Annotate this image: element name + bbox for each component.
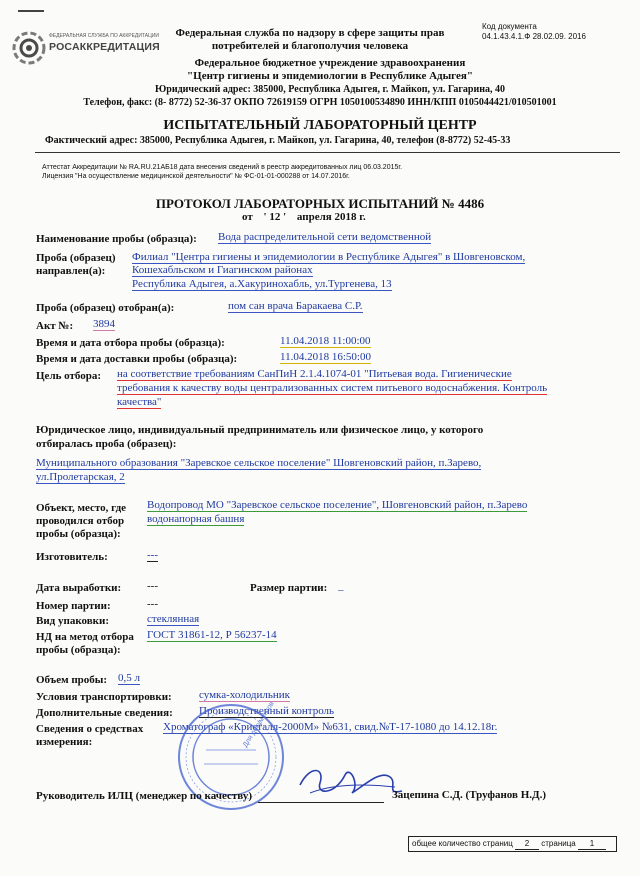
doc-code-label: Код документа <box>482 22 537 31</box>
production-date-label: Дата выработки: <box>36 582 122 594</box>
manufacturer-value: --- <box>147 549 158 561</box>
sampling-time-label: Время и дата отбора пробы (образца): <box>36 337 225 349</box>
batch-no-label: Номер партии: <box>36 600 111 612</box>
purpose-label: Цель отбора: <box>36 370 102 382</box>
purpose-value-3: качества" <box>117 396 162 408</box>
sent-value-3: Республика Адыгея, а.Хакуринохабль, ул.Тургенева, 13 <box>132 278 392 290</box>
sent-label-1: Проба (образец) <box>36 252 116 264</box>
nd-value: ГОСТ 31861-12, Р 56237-14 <box>147 629 277 641</box>
act-label: Акт №: <box>36 320 74 332</box>
page-label: страница <box>541 839 576 848</box>
batch-size-label: Размер партии: <box>250 582 328 594</box>
sample-name-label: Наименование пробы (образца): <box>36 233 197 245</box>
transport-value: сумка-холодильник <box>199 689 290 701</box>
sample-name-value: Вода распределительной сети ведомственной <box>218 231 432 243</box>
sampling-time-value: 11.04.2018 11:00:00 <box>280 335 371 347</box>
protocol-month-year: апреля 2018 г. <box>296 211 366 223</box>
instruments-label-1: Сведения о средствах <box>36 723 144 735</box>
logo-small-text: ФЕДЕРАЛЬНАЯ СЛУЖБА ПО АККРЕДИТАЦИИ <box>49 33 160 39</box>
footer-page-box <box>408 836 617 852</box>
legal-entity-label-2: отбиралась проба (образец): <box>36 438 177 450</box>
packaging-label: Вид упаковки: <box>36 615 110 627</box>
object-value-2: водонапорная башня <box>147 513 245 525</box>
purpose-value-1: на соответствие требованиям СанПиН 2.1.4.1074-01 "Питьевая вода. Гигиенические <box>117 368 512 380</box>
protocol-date-prefix: от <box>242 211 253 223</box>
page-value: 1 <box>578 839 606 850</box>
agency-line-2: потребителей и благополучия человека <box>211 40 409 52</box>
batch-size-value: _ <box>338 580 344 592</box>
sent-value-1: Филиал "Центра гигиены и эпидемиологии в Республике Адыгея" в Шовгеновском, <box>132 251 526 263</box>
object-label-2: проводился отбор <box>36 515 125 527</box>
protocol-date <box>242 211 366 223</box>
stamp-text: Для документов <box>242 700 276 749</box>
sent-label-2: направлен(а): <box>36 265 106 277</box>
object-label-3: пробы (образца): <box>36 528 121 540</box>
actual-address: Фактический адрес: 385000, Республика Адыгея, г. Майкоп, ул. Гагарина, 40, телефон (8-8772) 52-45-33 <box>45 135 511 146</box>
production-date-value: --- <box>147 580 158 592</box>
object-label-1: Объект, место, где <box>36 502 127 514</box>
extra-value: Производственный контроль <box>199 705 335 717</box>
sent-value-2: Кошехабльском и Гиагинском районах <box>132 264 313 276</box>
signatory-name: Зацепина С.Д. (Труфанов Н.Д.) <box>392 789 546 801</box>
taken-label: Проба (образец) отобран(а): <box>36 302 175 314</box>
delivery-time-value: 11.04.2018 16:50:00 <box>280 351 371 363</box>
center-title: ИСПЫТАТЕЛЬНЫЙ ЛАБОРАТОРНЫЙ ЦЕНТР <box>163 118 477 133</box>
extra-label: Дополнительные сведения: <box>36 707 173 719</box>
phones-line: Телефон, факс: (8- 8772) 52-36-37 ОКПО 72619159 ОГРН 1050100534890 ИНН/КПП 0105044421/010501001 <box>83 97 557 108</box>
legal-entity-label-1: Юридическое лицо, индивидуальный предприниматель или физическое лицо, у которого <box>36 424 484 436</box>
agency-line-1: Федеральная служба по надзору в сфере защиты прав <box>175 27 445 39</box>
header-divider <box>35 152 620 153</box>
batch-no-value: --- <box>147 598 158 610</box>
logo-text: РОСАККРЕДИТАЦИЯ <box>49 41 160 53</box>
legal-entity-value-2: ул.Пролетарская, 2 <box>36 471 125 483</box>
accreditation-logo-icon <box>12 31 46 65</box>
signature-line <box>258 802 384 803</box>
protocol-title: ПРОТОКОЛ ЛАБОРАТОРНЫХ ИСПЫТАНИЙ № 4486 <box>155 196 485 211</box>
object-value-1: Водопровод МО "Заревское сельское поселение", Шовгеновский район, п.Зарево <box>147 499 528 511</box>
volume-value: 0,5 л <box>118 672 140 684</box>
signatory-role: Руководитель ИЛЦ (менеджер по качеству) <box>36 790 252 802</box>
doc-code-value: 04.1.43.4.1.Ф 28.02.09. 2016 <box>482 32 586 41</box>
total-pages-value: 2 <box>515 839 539 850</box>
attestat-line: Аттестат Аккредитации № RA.RU.21АБ18 дата внесения сведений в реестр аккредитованных лиц 06.03.2015г. <box>42 164 403 171</box>
instruments-label-2: измерения: <box>36 736 93 748</box>
total-pages-label: общее количество страниц <box>412 839 513 848</box>
taken-value: пом сан врача Баракаева С.Р. <box>228 300 363 312</box>
transport-label: Условия транспортировки: <box>36 691 172 703</box>
delivery-time-label: Время и дата доставки пробы (образца): <box>36 353 238 365</box>
volume-label: Объем пробы: <box>36 674 108 686</box>
purpose-value-2: требования к качеству воды централизованных систем питьевого водоснабжения. Контроль <box>117 382 548 394</box>
institution-line-2: "Центр гигиены и эпидемиологии в Республике Адыгея" <box>187 70 473 82</box>
protocol-day: ' 12 ' <box>263 211 287 223</box>
nd-label-1: НД на метод отбора <box>36 631 134 643</box>
nd-label-2: пробы (образца): <box>36 644 121 656</box>
legal-entity-value-1: Муниципального образования "Заревское сельское поселение" Шовгеновский район, п.Зарево, <box>36 457 482 469</box>
manufacturer-label: Изготовитель: <box>36 551 108 563</box>
license-line: Лицензия "На осуществление медицинской деятельности" № ФС-01-01-000288 от 14.07.2016г. <box>42 173 350 180</box>
instruments-value: Хроматограф «Кристалл-2000М» №631, свид.№Т-17-1080 до 14.12.18г. <box>163 721 498 733</box>
corner-mark <box>18 10 44 12</box>
act-value: 3894 <box>93 318 115 330</box>
packaging-value: стеклянная <box>147 613 200 625</box>
legal-address: Юридический адрес: 385000, Республика Адыгея, г. Майкоп, ул. Гагарина, 40 <box>155 84 505 95</box>
institution-line-1: Федеральное бюджетное учреждение здравоохранения <box>194 57 466 69</box>
